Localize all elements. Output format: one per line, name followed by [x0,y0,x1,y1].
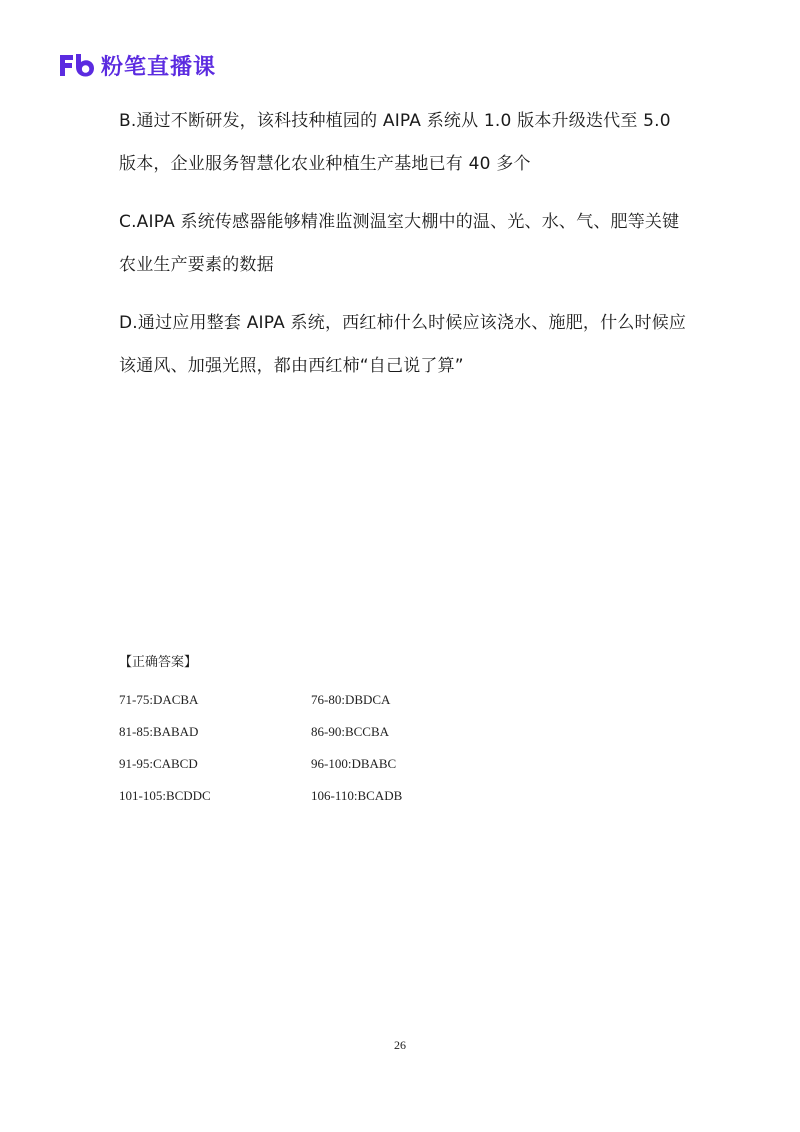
page-number: 26 [394,1038,406,1052]
answer-options [119,100,689,403]
option-c: C.AIPA 系统传感器能够精准监测温室大棚中的温、光、水、气、肥等关键农业生产要素的数据 [119,212,680,275]
answer-cell: 71-75:DACBA [119,692,199,707]
answer-cell: 106-110:BCADB [311,788,403,803]
answer-cell: 86-90:BCCBA [311,724,390,739]
answer-row [119,748,539,780]
answer-key [119,652,539,812]
answer-cell: 76-80:DBDCA [311,692,391,707]
option-d: D.通过应用整套 AIPA 系统，西红柿什么时候应该浇水、施肥，什么时候应该通风、加强光照，都由西红柿“自己说了算” [119,313,687,376]
answer-cell: 81-85:BABAD [119,724,199,739]
fb-logo-icon [57,50,95,80]
answer-row [119,684,539,716]
answer-cell: 101-105:BCDDC [119,788,211,803]
brand-name: 粉笔直播课 [101,54,217,80]
answer-row [119,780,539,812]
option-b: B.通过不断研发，该科技种植园的 AIPA 系统从 1.0 版本升级迭代至 5.0 版本，企业服务智慧化农业种植生产基地已有 40 多个 [119,111,671,174]
page-header [57,50,216,80]
answer-cell: 96-100:DBABC [311,756,397,771]
answer-key-title: 【正确答案】 [119,655,198,670]
answer-row [119,716,539,748]
answer-cell: 91-95:CABCD [119,756,198,771]
